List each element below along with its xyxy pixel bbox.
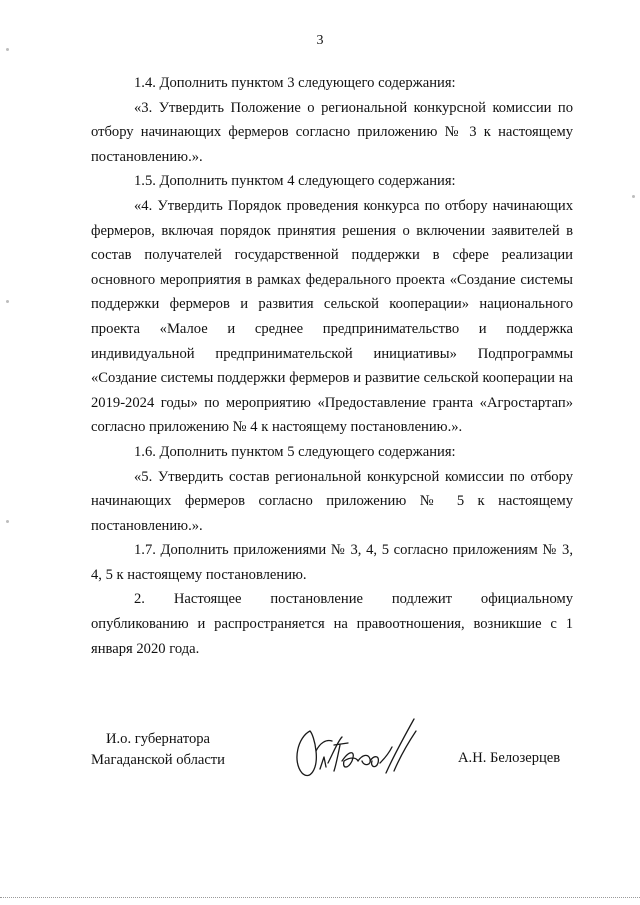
paragraph-point-4: «4. Утвердить Порядок проведения конкурса по отбору начинающих фермеров, включая порядок принятия решения о включении заявителей в состав получателей государственной поддержки в сфере реализации основного мероприятия в рамках федерального проекта «Создание системы поддержки фермеров и развития сельской кооперации» национального проекта «Малое и среднее предпринимательство и поддержка индивидуальной предпринимательской инициативы» Подпрограммы «Создание системы поддержки фермеров и развитие сельской кооперации на 2019-2024 годы» по мероприятию «Предоставление гранта «Агростартап» согласно приложению № 4 к настоящему постановлению.». (91, 197, 573, 436)
scan-speck (6, 300, 9, 303)
paragraph-1-4: 1.4. Дополнить пунктом 3 следующего содержания: (134, 75, 456, 91)
page-bottom-edge (0, 897, 640, 898)
scan-speck (6, 520, 9, 523)
scan-speck (632, 195, 635, 198)
signature-block (0, 725, 640, 795)
paragraph-point-3: «3. Утвердить Положение о региональной конкурсной комиссии по отбору начинающих фермеров согласно приложению № 3 к настоящему постановлению.». (91, 99, 573, 165)
document-body (91, 71, 573, 661)
signatory-name: А.Н. Белозерцев (458, 750, 561, 766)
paragraph-1-7: 1.7. Дополнить приложениями № 3, 4, 5 согласно приложениям № 3, 4, 5 к настоящему постановлению. (91, 542, 573, 583)
paragraph-1-6: 1.6. Дополнить пунктом 5 следующего содержания: (134, 443, 456, 460)
page-number: 3 (316, 33, 324, 48)
signatory-title-line-2: Магаданской области (91, 752, 225, 768)
paragraph-1-5: 1.5. Дополнить пунктом 4 следующего содержания: (134, 173, 456, 190)
handwritten-signature (290, 711, 420, 791)
signatory-title (91, 729, 225, 771)
scan-speck (6, 48, 9, 51)
signatory-title-line-1: И.о. губернатора (105, 731, 211, 747)
paragraph-2: 2. Настоящее постановление подлежит официальному опубликованию и распространяется на правоотношения, возникшие с 1 января 2020 года. (91, 591, 573, 657)
paragraph-point-5: «5. Утвердить состав региональной конкурсной комиссии по отбору начинающих фермеров согласно приложению № 5 к настоящему постановлению.». (91, 468, 573, 534)
